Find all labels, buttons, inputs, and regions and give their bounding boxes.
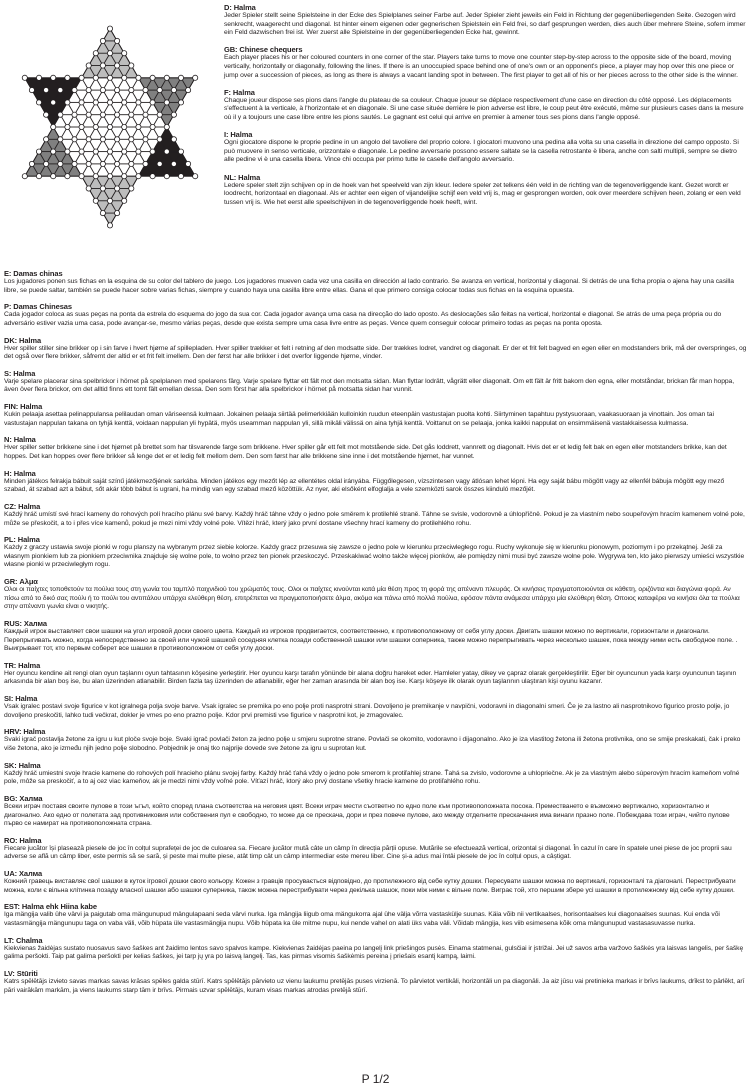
board-hole — [150, 124, 155, 129]
section-heading: PL: Halma — [4, 535, 40, 545]
board-hole — [58, 112, 63, 117]
board-hole — [107, 100, 112, 105]
board-hole — [178, 174, 183, 179]
board-hole — [51, 174, 56, 179]
board-hole — [22, 75, 27, 80]
board-hole — [79, 149, 84, 154]
page-number: P 1/2 — [361, 1072, 390, 1086]
section-heading: EST: Halma ehk Hiina kabe — [4, 902, 97, 912]
section-text: Iga mängija valib ühe värvi ja paigutab oma mängunupud mängulapaani seda värvi nurka. Iga mängija liigub oma mängukorra ajal ühe välja võrra vastaskülje suunas. Käia võib nii vertikaalses, horisontaalses kui diagonaalses suunas. Kui enda või vastasmängija mängunupu taga on vaba väli, võib hüpata üle vastasmängija nupu. Võib hüpata ka üle mitme nupu, kui nende vahel on alati üks vaba väli. Võidab mängija, kes viib esimesena kõik oma mängunupud vastasasuvasse nurka. — [4, 911, 720, 928]
rules-section-nl — [224, 173, 746, 208]
section-heading: D: Halma — [224, 3, 256, 12]
section-heading: F: Halma — [224, 87, 255, 97]
board-hole — [58, 88, 63, 93]
board-hole — [115, 112, 120, 117]
section-heading: FIN: Halma — [4, 402, 43, 412]
board-hole — [79, 75, 84, 80]
section-text: Ogni giocatore dispone le proprie pedine in un angolo del tavoliere del proprio colore. I giocatori muovono una pedina alla volta su una casella in direzione del campo opposto. Si può muovere in senso verticale, orizzontale e diagonale. Le pedine avversarie possono essere saltate se la casella retrostante è libera, anche con salti multipli, sempre se dietro alle pedine vi è una casella libera. Vince chi occupa per primo tutte le caselle dell'angolo avversario. — [224, 139, 739, 164]
board-hole — [143, 88, 148, 93]
section-heading: NL: Halma — [224, 172, 261, 182]
section-text: Los jugadores ponen sus fichas en la esquina de su color del tablero de juego. Los jugadores mueven cada vez una casilla en dirección al lado contrario. Se avanza en vertical, horizontal y diagonal. Si detrás de una ficha propia o ajena hay una casilla libre, se puede saltar, también se puede hacer sobre varias fichas, siempre y cuando haya una casilla libre entre ellas. Gana el que primero consiga colocar todas sus fichas en la esquina opuesta. — [4, 278, 734, 294]
board-hole — [129, 63, 134, 68]
section-heading: CZ: Halma — [4, 501, 41, 511]
board-hole — [58, 161, 63, 166]
board-hole — [65, 149, 70, 154]
section-text: Každý hráč umiestni svoje hracie kamene do rohových polí hracieho plánu svojej farby. Každý hráč ťahá vždy o jedno pole smerom k protiľahlej strane. Ťahá sa zvislo, vodorovne a uhlopriečne. Ak je za vlastným alebo súperovým hracím kameňom voľné pole, môže sa preskočiť, a to aj cez viac kameňov, ak je medzi nimi vždy voľné pole. Víťazí hráč, ktorý ako prvý dostane všetky hracie kamene do protiľahlého rohu. — [4, 769, 740, 786]
board-hole — [122, 149, 127, 154]
board-hole — [186, 161, 191, 166]
board-hole — [143, 112, 148, 117]
section-heading: LV: Stūriti — [4, 969, 38, 978]
board-hole — [150, 100, 155, 105]
section-heading: RUS: Халма — [4, 619, 47, 628]
section-heading: GB: Chinese chequers — [224, 45, 303, 55]
board-hole — [115, 161, 120, 166]
section-heading: HRV: Halma — [4, 727, 46, 737]
rules-section-tr — [4, 661, 747, 687]
section-text: Ledere speler stelt zijn schijven op in de hoek van het speelveld van zijn kleur. Iedere speler zet telkens één veld in de richting van de tegenoverliggende kant. Gezet wordt er loodrecht, horizontaal en diagonaal. Als er achter een eigen of vijandelijke schijf een veld vrij is, mag er gesprongen worden, ook over meerdere schijven heen, zolang er een veld tussen vrij is. Wie het eerst alle speelschijven in de tegenoverliggende hoek heeft, wint. — [224, 181, 741, 206]
board-hole — [143, 161, 148, 166]
board-hole — [58, 137, 63, 142]
board-hole — [86, 112, 91, 117]
board-hole — [171, 161, 176, 166]
top-rules-column — [224, 3, 746, 215]
section-heading: I: Halma — [224, 130, 253, 140]
board-hole — [44, 112, 49, 117]
rules-section-gb — [224, 45, 746, 80]
section-heading: H: Halma — [4, 468, 36, 478]
board-hole — [107, 124, 112, 129]
board-hole — [122, 198, 127, 203]
board-hole — [157, 88, 162, 93]
board-hole — [22, 174, 27, 179]
board-hole — [136, 174, 141, 179]
rules-section-fi — [4, 402, 747, 428]
section-text: Кожний гравець виставляє свої шашки в куток ігрової дошки свого кольору. Кожен з гравців просувається відповідно, до протилежного від себе кутку дошки. Пересувати шашки можна по вертикалі, горизонталі та діагоналі. Перестрибувати можна, коли є вільна клітинка позаду власної шашки або шашки суперника, також можна перестрибувати через декілька шашок, поки між ними є вільне поле. Виграє той, хто першим збере усі шашки в протилежному від себе кутку дошки. — [4, 878, 736, 894]
rules-section-fr — [224, 88, 746, 123]
board-hole — [164, 75, 169, 80]
board-hole — [100, 210, 105, 215]
board-hole — [178, 75, 183, 80]
rules-section-gr — [4, 577, 747, 612]
section-text: Katrs spēlētājs izvieto savas markas savas krāsas spēles galda stūrī. Katrs spēlētājs pārvieto uz vienu laukumu pretējās puses virzienā. To pārvietot vertikāli, horizontāli un pa diagonāli. Ja aiz jūsu vai pretinieka markas ir brīvs laukums, drīkst to pārlēkt, arī pāri vairākām markām, ja viens laukums starp tām ir brīvs. Pirmais uzvar spēlētājs, kuram visas markas atrodas pretējā stūrī. — [4, 978, 745, 994]
board-hole — [65, 124, 70, 129]
section-text: Kiekvienas žaidėjas sustato nuosavus savo šaškes ant žaidimo lentos savo spalvos kampe. Kiekvienas žaidėjas paeina po langelį link priešingos pusės. Einama statmenai, gulsčiai ir įstrižai. Jei už savos arba varžovo šaškės yra laisvas langelis, per šaškę galima peršokti. Taip pat galima peršokti per kelias šaškes, jei tarp jų yra po laisvą langelį. Tas, kas pirmas visomis šaškėmis pereina į priešais esantį kampą, laimi. — [4, 944, 744, 961]
board-hole — [122, 100, 127, 105]
board-hole — [93, 174, 98, 179]
rules-section-ru — [4, 619, 747, 654]
board-hole — [136, 149, 141, 154]
section-heading: N: Halma — [4, 435, 36, 445]
board-hole — [115, 137, 120, 142]
rules-section-ee — [4, 902, 747, 928]
board-hole — [129, 137, 134, 142]
rules-section-sk — [4, 761, 747, 787]
rules-section-pl — [4, 535, 747, 570]
board-hole — [100, 112, 105, 117]
board-hole — [107, 223, 112, 228]
board-hole — [171, 112, 176, 117]
board-hole — [164, 124, 169, 129]
board-hole — [93, 100, 98, 105]
board-hole — [143, 137, 148, 142]
board-hole — [178, 100, 183, 105]
board-hole — [115, 186, 120, 191]
board-hole — [100, 186, 105, 191]
section-heading: E: Damas chinas — [4, 269, 63, 278]
board-hole — [44, 161, 49, 166]
board-hole — [122, 51, 127, 56]
board-hole — [93, 198, 98, 203]
board-hole — [29, 161, 34, 166]
board-hole — [79, 174, 84, 179]
board-hole — [100, 137, 105, 142]
rules-section-ro — [4, 836, 747, 862]
rules-section-ua — [4, 869, 747, 895]
board-hole — [44, 88, 49, 93]
board-hole — [115, 88, 120, 93]
section-heading: UA: Халма — [4, 869, 43, 879]
board-hole — [79, 124, 84, 129]
section-text: Každý hráč umístí své hrací kameny do rohových polí hracího plánu své barvy. Každý hráč táhne vždy o jedno pole směrem k protilehlé straně. Táhne se svisle, vodorovně a úhlopříčně. Pokud je za vlastním nebo soupeřovým hracím kamenem volné pole, může se přeskočit, a to i přes více kamenů, pokud je mezi nimi vždy volné pole. Vítězí hráč, který jako první dostane všechny hrací kameny do protilehlého rohu. — [4, 510, 745, 527]
board-hole — [186, 88, 191, 93]
board-hole — [129, 112, 134, 117]
board-hole — [150, 149, 155, 154]
rules-section-hu — [4, 469, 747, 495]
section-text: Her oyuncu kendine ait rengi olan oyun taşlarını oyun tahtasının köşesine yerleştirir. Her oyuncu karşı tarafın yönünde bir alana doğru hareket eder. Hamleler yatay, dikey ve çapraz olarak gerçekleştirilir. Eğer bir oyuncunun yada karşı oyuncunun taşının arkasında bir alan boş ise, bu alan üzerinden atlanabilir. Birden fazla taş üzerinden de atlanabilir, eğer her zaman arasında bir alan boş ise. Karşı köşeye ilk olarak oyun taşlarının ulaştıran kişi oyunu kazanır. — [4, 669, 737, 686]
board-hole — [164, 100, 169, 105]
board-hole — [72, 88, 77, 93]
board-hole — [136, 124, 141, 129]
board-hole — [51, 100, 56, 105]
section-heading: LT: Chalma — [4, 935, 43, 945]
section-text: Varje spelare placerar sina spelbrickor i hörnet på spelplanen med spelarens färg. Varje spelare flyttar ett fält mot den motsatta sidan. Man flyttar lodrätt, vågrätt eller diagonalt. Om ett fält är fritt bakom den egna, eller motståndar, brickan får man hoppa, även över flera brickor, om det alltid finns ett tomt fält emellan dessa. Den som först har alla spelbrickor i hörnet på motsatta sidan har vunnit. — [4, 377, 735, 394]
section-text: Каждый игрок выставляет свои шашки на угол игровой доски своего цвета. Каждый из игроков продвигается, соответственно, к противоположному от себя углу доски. Двигать шашки можно по вертикали, горизонтали и диагонали. Перепрыгивать можно, когда непосредственно за своей или чужой шашкой соседняя клетка позади собственной шашки или шашки соперника, также можно перепрыгивать через несколько шашек, пока между ними есть свободное поле. . Выигрывает тот, кто первым соберет все шашки в противоположном от себя углу доски. — [4, 628, 738, 653]
rules-section-lv — [4, 969, 747, 995]
section-text: Chaque joueur dispose ses pions dans l'angle du plateau de sa couleur. Chaque joueur se déplace respectivement d'une case en direction du côté opposé. Les déplacements s'effectuent à la verticale, à l'horizontale et en diagonale. Si une case située derrière le pion adverse est libre, le coup peut être exécuté, même sur plusieurs cases dans la mesure où il y a toujours une case libre entre les pions sautés. Le gagnant est celui qui arrive en premier à amener tous ses pions dans l'angle opposé. — [224, 96, 744, 121]
board-hole — [51, 75, 56, 80]
board-hole — [65, 174, 70, 179]
section-text: Hver spiller stiller sine brikker op i sin farve i hvert hjørne af spillepladen. Hver spiller trækker et felt i retning af den modsatte side. Der trækkes lodret, vandret og diagonalt. Er der et frit felt bagved en egen eller en modstanders brik, må der overspringes, og det også over flere brikker, såfremt der altid er et frit felt imellem. Den der først har alle brikker i det overfor liggende hjørne, vinder. — [4, 344, 747, 361]
rules-section-cz — [4, 502, 747, 528]
section-text: Minden játékos felrakja bábuit saját színű játékmezőjének sarkába. Minden játékos egy mezőt lép az ellentétes oldal irányába. Függőlegesen, vízszintesen vagy átlósan lehet lépni. Ha egy saját bábu mögött vagy az ellenfél bábuja mögött egy mező szabad, át szabad azt a bábut, sőt akár több bábut is ugrani, ha mindig van egy szabad mező közöttük. Az nyer, aki elsőként elfoglalja a vele szemközti sarok összes kiinduló mezőjét. — [4, 477, 725, 494]
board-hole — [79, 100, 84, 105]
section-text: Всеки играч поставя своите пулове в този ъгъл, който според плана съответства на неговия цвят. Всеки играч мести съответно по едно поле към противоположната посока. Преместването е възможно вертикално, хоризонтално и диагонално. Ако едно от полетата зад противниковия или собствения пул е свободно, то може да се прескача, дори и през повече пулове, ако между отделните прескачания има винаги празно поле. Побеждава този играч, чийто пулове първо се намират на противоположната страна. — [4, 803, 730, 828]
board-hole — [29, 88, 34, 93]
section-heading: BG: Халма — [4, 794, 43, 803]
rules-section-no — [4, 435, 747, 461]
rules-section-hr — [4, 727, 747, 753]
rules-section-dk — [4, 336, 747, 362]
rules-section-it — [224, 130, 746, 165]
board-hole — [100, 161, 105, 166]
section-text: Each player places his or her coloured counters in one corner of the star. Players take turns to move one counter step-by-step across to the opposite side of the board, moving vertically, horizontally or diagonally, following the lines. If there is an unoccupied space behind one of one's own or an opponent's piece, a player may hop over this one piece or jump over a succession of pieces, as long as there is always a vacant landing spot in between. The first player to get all of his or her pieces across to the other side is the winner. — [224, 54, 738, 79]
board-hole — [93, 75, 98, 80]
board-hole — [122, 174, 127, 179]
board-hole — [107, 198, 112, 203]
board-hole — [36, 174, 41, 179]
board-hole — [86, 137, 91, 142]
board-hole — [171, 88, 176, 93]
board-hole — [150, 174, 155, 179]
board-hole — [107, 174, 112, 179]
board-hole — [86, 161, 91, 166]
rules-section-pt — [4, 302, 747, 328]
section-heading: RO: Halma — [4, 835, 42, 845]
board-hole — [164, 174, 169, 179]
board-hole — [157, 161, 162, 166]
board-hole — [115, 210, 120, 215]
board-hole — [100, 88, 105, 93]
board-hole — [51, 124, 56, 129]
board-hole — [65, 75, 70, 80]
board-hole — [150, 75, 155, 80]
section-text: Vsak igralec postavi svoje figurice v kot igralnega polja svoje barve. Vsak igralec se premika po eno polje proti nasprotni strani. Dovoljeno je premikanje v navpični, vodoravni in diagonalni smeri. Če je za lastno ali nasprotnikovo figurico prosto polje, jo dovoljeno preskočiti, lahko tudi večkrat, dokler je vmes po eno prazno polje. Kdor prvi premisti vse figurice v nasprotni kot, je zmagovalec. — [4, 703, 730, 719]
board-hole — [107, 51, 112, 56]
rules-section-se — [4, 369, 747, 395]
board-hole — [157, 112, 162, 117]
board-hole — [122, 124, 127, 129]
section-heading: SI: Halma — [4, 694, 38, 704]
section-text: Ολοι οι παίχτες τοποθετούν τα πούλια τους στη γωνία του ταμπλό παιχνιδιού του χρώματός τους. Ολοι οι παίχτες κινούνται κατά μία θέση προς τη φορά της απέναντι πλευράς. Οι κινήσεις πραγματοποιούνται σε κάθετη, οριζόντια και διαγώνια φορά. Αν πίσω από το δικό σας πούλι ή το πούλι του αντιπάλου υπάρχει ελεύθερη θέση, επιτρέπεται να πραγματοποιήσετε άλμα, ακόμα και πάνω από πολλά πούλια, εφόσον πάντα ανάμεσα υπάρχει μία ελεύθερη θέση. Οποιος καταφέρει να κινήσει όλα τα πούλια στην απέναντι γωνία είναι ο νικητής. — [4, 586, 740, 611]
board-hole — [164, 149, 169, 154]
board-hole — [65, 100, 70, 105]
board-hole — [193, 174, 198, 179]
board-hole — [107, 149, 112, 154]
board-hole — [86, 186, 91, 191]
board-hole — [72, 137, 77, 142]
board-hole — [157, 137, 162, 142]
board-hole — [36, 75, 41, 80]
board-hole — [178, 149, 183, 154]
board-hole — [72, 112, 77, 117]
section-heading: S: Halma — [4, 368, 36, 378]
board-hole — [93, 124, 98, 129]
star-board-svg — [4, 2, 216, 254]
section-text: Fiecare jucător își plasează piesele de joc în colțul suprafeței de joc de culoarea sa. Fiecare jucător mută câte un câmp în direcția părții opuse. Mutările se efectuează vertical, orizontal și diagonal. În cazul în care în spatele unei piese de joc proprii sau adverse se află un câmp liber, este permis să se sară, și peste mai multe piese, atât timp cât un câmp intermediar este mereu liber. Cine și-a adus mai întâi piesele de joc în colțul opus, a câștigat. — [4, 844, 732, 861]
board-hole — [129, 88, 134, 93]
section-text: Każdy z graczy ustawia swoje pionki w rogu planszy na wybranym przez siebie kolorze. Każdy gracz przesuwa się zawsze o jedno pole w kierunku przeciwległego rogu. Ruchy wykonuje się w kierunku pionowym, poziomym i po przekątnej. Jeśli za własnym pionkiem lub za pionkiem przeciwnika znajduje się wolne pole, to wolno przez ten pionek przeskoczyć. Przeskakiwać wolno także więcej pionków, ale pomiędzy nimi musi być zawsze wolne pole. Wygrywa ten, kto jako pierwszy umieści wszystkie własne pionki w przeciwległym rogu. — [4, 544, 745, 569]
rules-section-si — [4, 694, 747, 720]
section-text: Svaki igrač postavlja žetone za igru u kut ploče svoje boje. Svaki igrač povlači žeton za jedno polje u smjeru suprotne strane. Povlači se okomito, vodoravno i dijagonalno. Ako je iza vlastitog žetona ili žetona protivnika, ono se smije preskakati, čak i preko više žetona, ako je između njih jedno polje slobodno. Pobjednik je onaj tko najprije dovede sve žetone za igru u suprotan kut. — [4, 736, 741, 753]
board-hole — [86, 88, 91, 93]
board-hole — [136, 100, 141, 105]
board-hole — [100, 63, 105, 68]
full-width-rules-column — [4, 269, 747, 1002]
board-hole — [171, 137, 176, 142]
board-hole — [93, 149, 98, 154]
chinese-checkers-board-diagram — [4, 2, 216, 254]
board-hole — [193, 75, 198, 80]
section-heading: TR: Halma — [4, 660, 41, 670]
board-hole — [107, 75, 112, 80]
section-text: Cada jogador coloca as suas peças na ponta da estrela do esquema do jogo da sua cor. Cada jogador avança uma casa na direcção do lado oposto. As deslocações são feitas na vertical, horizontal e diagonal. Se atrás de uma peça própria ou do adversário estiver vazia uma casa, pode avançar-se, mesmo várias peças, desde que exista sempre uma casa livre entre as peças. Vence quem conseguir colocar primeiro todas as peças na ponta oposta. — [4, 311, 722, 327]
rules-section-es — [4, 269, 747, 295]
section-heading: GR: Αλμα — [4, 577, 38, 587]
rules-section-lt — [4, 936, 747, 962]
section-heading: P: Damas Chinesas — [4, 302, 72, 312]
board-hole — [129, 161, 134, 166]
section-text: Kukin pelaaja asettaa pelinappulansa pelilaudan oman väriseensä kulmaan. Jokainen pelaaja siirtää pelimerkkiään kulloinkin ruudun eteenpäin vastustajan puolta kohti. Siirtyminen tapahtuu pystysuoraan, vaakasuoraan ja vinottain. Jos oman tai vastustajan nappulan takana on tyhjä kenttä, voidaan nappulan yli hypätä, myös useamman nappulan yli, sillä mikäli välissä on aina tyhjä kenttä. Voittanut on se pelaaja, jonka kaikki nappulat on ensimmäisenä vastakkaisessa kulmassa. — [4, 411, 714, 427]
board-hole — [36, 149, 41, 154]
board-hole — [100, 38, 105, 43]
board-hole — [72, 161, 77, 166]
board-hole — [36, 100, 41, 105]
board-hole — [51, 149, 56, 154]
board-hole — [115, 38, 120, 43]
board-hole — [44, 137, 49, 142]
board-hole — [115, 63, 120, 68]
section-text: Hver spiller setter brikkene sine i det hjørnet på brettet som har tilsvarende farge som brikkene. Hver spiller går ett felt mot motstående side. Det gås loddrett, vannrett og diagonalt. Hvis det er et ledig felt bak en egen eller motstanders brikke, kan det hoppes. Det kan hoppes over flere brikker så lenge det er et ledig felt mellom dem. Den som først har alle brikkene sine inne i det motstående hjørnet, har vunnet. — [4, 444, 727, 460]
board-hole — [86, 63, 91, 68]
section-heading: SK: Halma — [4, 760, 41, 770]
section-text: Jeder Spieler stellt seine Spielsteine in der Ecke des Spielplanes seiner Farbe auf. Jeder Spieler zieht jeweils ein Feld in Richtung der gegenüberliegenden Seite. Gezogen wird senkrecht, waagerecht und diagonal. Ist hinter einem eigenen oder gegnerischen Spielstein ein Feld frei, so darf gesprungen werden, dies auch über mehrere Steine, sofern immer ein Feld dazwischen frei ist. Wer zuerst alle Spielsteine in der gegenüberliegenden Ecke hat, gewinnt. — [224, 12, 746, 37]
section-heading: DK: Halma — [4, 335, 42, 345]
board-hole — [122, 75, 127, 80]
board-hole — [136, 75, 141, 80]
board-hole — [93, 51, 98, 56]
board-hole — [107, 26, 112, 31]
board-hole — [129, 186, 134, 191]
rules-section-de — [224, 3, 746, 38]
rules-section-bg — [4, 794, 747, 829]
